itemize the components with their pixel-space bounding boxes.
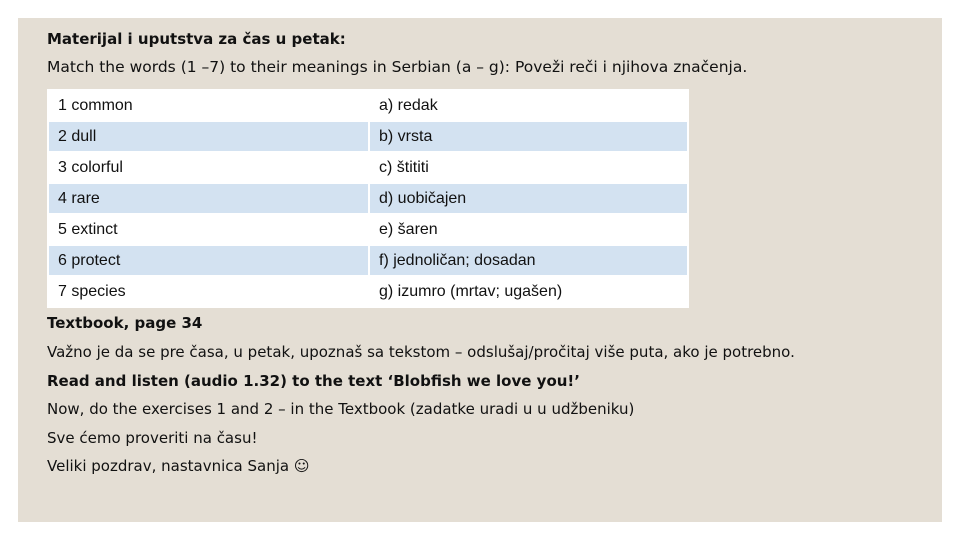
table-row [48,214,688,245]
meaning-cell: c) štititi [369,152,688,183]
meaning-cell: d) uobičajen [369,183,688,214]
word-cell: 3 colorful [48,152,369,183]
table-row [48,276,688,307]
table-row [48,245,688,276]
table-row [48,121,688,152]
word-cell: 7 species [48,276,369,307]
meaning-cell: g) izumro (mrtav; ugašen) [369,276,688,307]
word-cell: 6 protect [48,245,369,276]
word-cell: 4 rare [48,183,369,214]
paragraph-greeting: Veliki pozdrav, nastavnica Sanja ☺ [47,457,310,475]
meaning-cell: a) redak [369,90,688,121]
page-heading: Materijal i uputstva za čas u petak: [47,30,346,48]
word-cell: 5 extinct [48,214,369,245]
vocabulary-table [47,89,689,308]
instruction-text: Match the words (1 –7) to their meanings in Serbian (a – g): Poveži reči i njihova značenja. [47,58,748,76]
table-row [48,183,688,214]
paragraph-preparation: Važno je da se pre časa, u petak, upoznaš sa tekstom – odslušaj/pročitaj više puta, ako je potrebno. [47,343,795,361]
paragraph-read-listen: Read and listen (audio 1.32) to the text ‘Blobfish we love you!’ [47,372,580,390]
slide [18,18,942,522]
paragraph-exercises: Now, do the exercises 1 and 2 – in the Textbook (zadatke uradi u u udžbeniku) [47,400,635,418]
textbook-reference: Textbook, page 34 [47,314,203,332]
word-cell: 1 common [48,90,369,121]
meaning-cell: f) jednoličan; dosadan [369,245,688,276]
paragraph-check: Sve ćemo proveriti na času! [47,429,258,447]
meaning-cell: e) šaren [369,214,688,245]
meaning-cell: b) vrsta [369,121,688,152]
word-cell: 2 dull [48,121,369,152]
table-row [48,152,688,183]
table-row [48,90,688,121]
